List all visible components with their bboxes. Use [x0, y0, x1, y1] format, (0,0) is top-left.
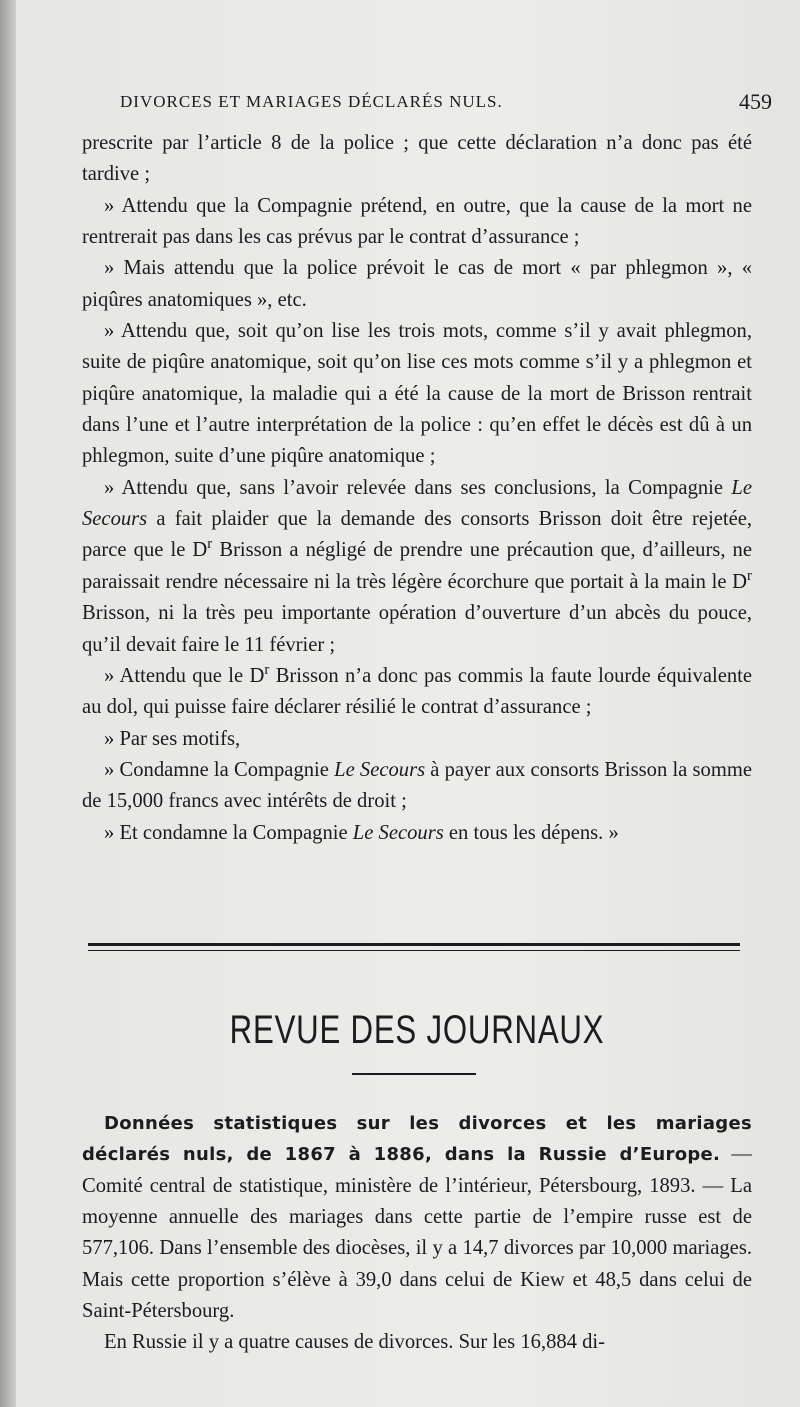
- text-run: » Attendu que le D: [104, 664, 265, 687]
- paragraph: [82, 755, 752, 818]
- superscript: r: [264, 661, 270, 678]
- text-run: Brisson, ni la très peu importante opération d’ouverture d’un abcès du pouce, qu’il devait faire le 11 février ;: [82, 602, 752, 656]
- paragraph: [82, 473, 752, 661]
- text-run: » Condamne la Compagnie: [104, 758, 335, 781]
- text-run: » Attendu que, sans l’avoir relevée dans ses conclusions, la Compagnie: [104, 476, 732, 499]
- text-run: » Et condamne la Compagnie: [104, 821, 353, 844]
- paragraph: » Mais attendu que la police prévoit le cas de mort « par phlegmon », « piqûres anatomiques », etc.: [82, 257, 752, 311]
- article-paragraph: En Russie il y a quatre causes de divorces. Sur les 16,884 di-: [104, 1331, 606, 1354]
- superscript: r: [207, 536, 213, 553]
- company-name: Le Secours: [334, 758, 426, 781]
- running-title: DIVORCES ET MARIAGES DÉCLARÉS NULS.: [120, 92, 503, 111]
- company-name: Le Secours: [82, 476, 752, 531]
- article-text: — Comité central de statistique, ministère de l’intérieur, Pétersbourg, 1893. — La moyenne annuelle des mariages dans cette partie de l’empire russe est de 577,106. Dans l’ensemble des diocèses, il y a 14,7 divorces par 10,000 mariages. Mais cette proportion s’élève à 39,0 dans celui de Kiew et 48,5 dans celui de Saint-Pétersbourg.: [82, 1143, 752, 1323]
- paragraph: [82, 661, 752, 724]
- divider-thin-line: [88, 950, 740, 951]
- text-run: Brisson n’a donc pas commis la faute lourde équivalente au dol, qui puisse faire déclarer résilié le contrat d’assurance ;: [82, 664, 752, 719]
- article-headline: Données statistiques sur les divorces et les mariages déclarés nuls, de 1867 à 1886, dans la Russie d’Europe.: [82, 1113, 752, 1166]
- page-number: 459: [739, 89, 772, 114]
- section-title: REVUE DES JOURNAUX: [229, 1008, 605, 1052]
- divider-thick-line: [88, 943, 740, 946]
- text-run: a fait plaider que la demande des consorts Brisson doit être rejetée, parce que le D: [82, 508, 752, 562]
- paragraph: » Par ses motifs,: [104, 727, 241, 750]
- text-run: à payer aux consorts Brisson la somme de 15,000 francs avec intérêts de droit ;: [82, 758, 753, 813]
- paragraph: [82, 818, 752, 849]
- section-divider: [88, 943, 740, 951]
- article-paragraph: [82, 1108, 752, 1327]
- text-run: Brisson a négligé de prendre une précaution que, d’ailleurs, ne paraissait rendre nécessaire ni la très légère écorchure que portait à la main le D: [82, 539, 752, 593]
- superscript: r: [747, 567, 752, 584]
- paragraph: » Attendu que la Compagnie prétend, en outre, que la cause de la mort ne rentrerait pas dans les cas prévus par le contrat d’assurance ;: [82, 194, 752, 249]
- running-header: [120, 89, 772, 115]
- judgment-text: [82, 128, 752, 849]
- company-name: Le Secours: [352, 821, 444, 844]
- title-underline: [352, 1073, 476, 1075]
- paragraph: » Attendu que, soit qu’on lise les trois mots, comme s’il y avait phlegmon, suite de piqûre anatomique, soit qu’on lise ces mots comme s’il y a phlegmon et piqûre anatomique, la maladie qui a été la cause de la mort de Brisson rentrait dans l’une et l’autre interprétation de la police : qu’en effet le décès est dû à un phlegmon, suite d’une piqûre anatomique ;: [82, 320, 752, 468]
- article: [82, 1108, 752, 1359]
- paragraph: prescrite par l’article 8 de la police ; que cette déclaration n’a donc pas été tardive ;: [82, 132, 752, 186]
- text-run: en tous les dépens. »: [443, 821, 619, 844]
- book-spine-shadow: [0, 0, 16, 1407]
